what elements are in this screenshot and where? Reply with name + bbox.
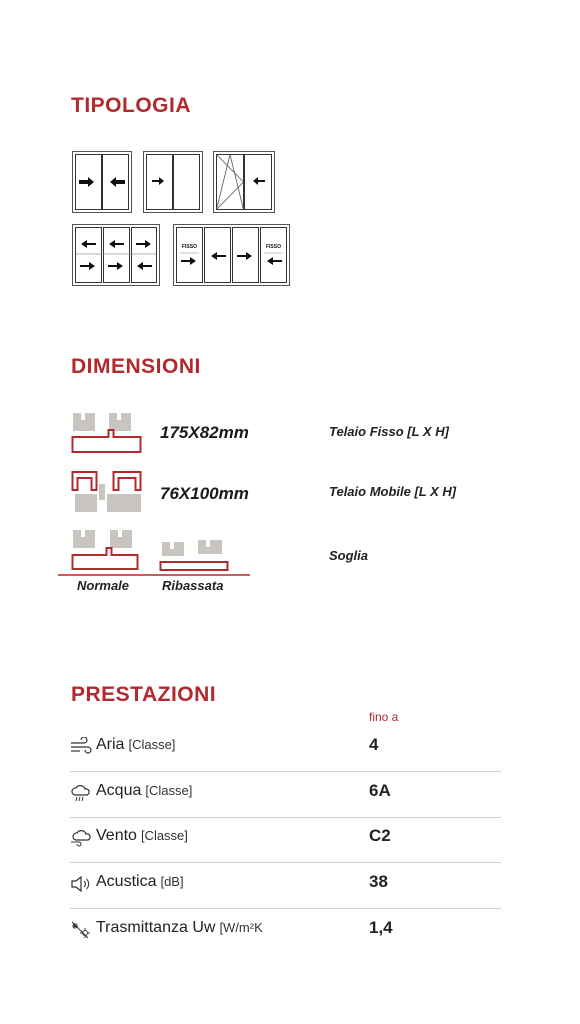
sill-type-normale: Normale [77,578,130,593]
window-type-sliding-two-sash-icon [72,151,132,213]
performance-unit: [dB] [160,874,184,889]
performance-value: C2 [369,826,391,845]
section-title-dimensioni: DIMENSIONI [71,355,201,378]
sill-type-ribassata: Ribassata [162,578,224,593]
window-type-four-sash-sliding-icon [173,224,290,286]
window-type-sliding-one-sash-icon [143,151,203,213]
window-type-three-sash-sliding-icon [72,224,160,286]
performance-label: Aria [96,736,125,753]
performance-row-aria [70,726,501,772]
performance-value: 4 [369,735,379,754]
snow-sun-icon [70,920,92,940]
performance-row-vento [70,817,501,863]
performance-value: 6A [369,781,391,800]
fixed-frame-label: Telaio Fisso [L X H] [329,424,449,439]
performance-row-trasmittanza [70,909,501,954]
performance-value: 1,4 [369,918,393,937]
performance-value: 38 [369,872,388,891]
performance-unit: [Classe] [128,737,176,752]
performance-unit: [Classe] [140,828,188,843]
performance-header-fino-a: fino a [369,710,399,724]
performance-label: Acqua [96,782,142,799]
fixed-label-right: FISSO [265,244,282,250]
performance-unit: [Classe] [145,783,193,798]
fixed-frame-profile-icon [71,410,143,454]
rain-cloud-icon [70,783,92,803]
section-title-prestazioni: PRESTAZIONI [71,683,217,706]
mobile-frame-label: Telaio Mobile [L X H] [329,484,457,499]
wind-cloud-icon [70,828,92,848]
performance-unit: [W/m²K [219,920,263,935]
fixed-label-left: FISSO [181,244,198,250]
performance-label: Trasmittanza Uw [96,919,216,936]
performance-row-acustica [70,863,501,909]
performance-row-acqua [70,772,501,818]
window-type-tilt-slide-icon [213,151,275,213]
performance-label: Vento [96,827,137,844]
mobile-frame-profile-icon [71,470,143,514]
sill-label: Soglia [329,548,369,563]
speaker-icon [70,874,92,894]
fixed-frame-dimension: 175X82mm [160,423,249,442]
wind-icon [70,737,92,757]
mobile-frame-dimension: 76X100mm [160,484,249,503]
section-title-tipologia: TIPOLOGIA [71,94,191,117]
performance-label: Acustica [96,873,157,890]
sill-profiles-icon [58,528,250,580]
